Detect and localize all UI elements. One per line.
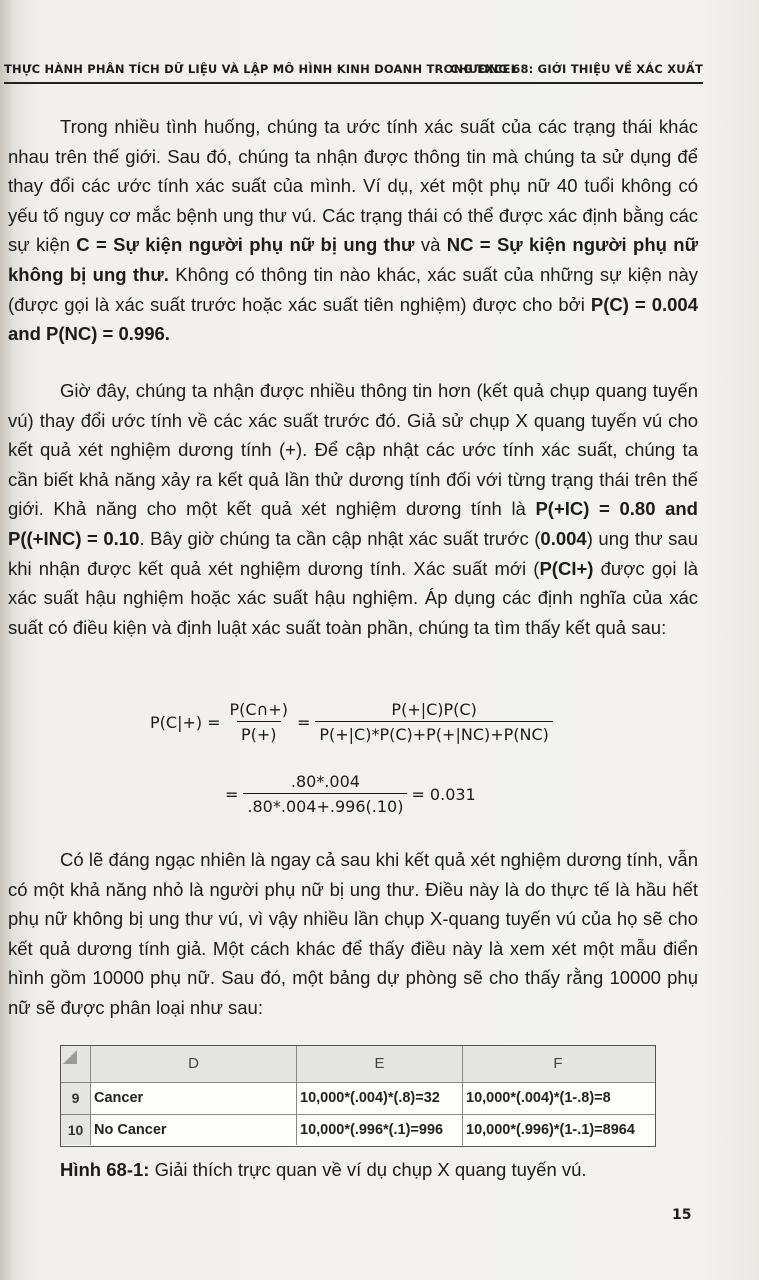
header-book-title: THỰC HÀNH PHÂN TÍCH DỮ LIỆU VÀ LẬP MÔ HÌNH KINH DOANH TRONG EXCEL: [4, 62, 519, 76]
bayes-formula-line-2: [220, 772, 476, 816]
fraction-3-numerator: .80*.004: [290, 772, 360, 791]
p2-text-2: . Bây giờ chúng ta cần cập nhật xác suất trước (: [139, 527, 541, 549]
excel-row-number: 9: [61, 1083, 91, 1114]
caption-label: Hình 68-1:: [60, 1159, 150, 1180]
formula-result: = 0.031: [411, 784, 476, 804]
p2-text-3: ) ung thư sau khi nhận được kết quả xét nghiệm dương tính. Xác suất mới (: [8, 527, 699, 579]
p2-text-1: Giờ đây, chúng ta nhận được nhiều thông tin hơn (kết quả chụp quang tuyến vú) thay đổi ước tính về các xác suất trước đó. Giả sử chụp X quang tuyến vú cho kết quả xét nghiệm dương tính (+). Để cập nhật các ước tính xác suất, chúng ta cần biết khả năng xảy ra kết quả lần thử dương tính đối với từng trạng thái trên thế giới. Khả năng cho một kết quả xét nghiệm dương tính là: [8, 380, 698, 520]
p2-bold-3: P(CI+): [539, 557, 594, 579]
paragraph-3: [8, 845, 698, 1023]
paragraph-2: [8, 376, 698, 642]
cell-formula-e: 10,000*(.996*(.1)=996: [297, 1115, 463, 1145]
figure-caption: [60, 1157, 587, 1183]
formula-eq-1: =: [207, 712, 221, 732]
excel-row-number: 10: [61, 1115, 91, 1145]
p1-bold-2: NC = Sự kiện người phụ nữ không bị ung thư.: [8, 234, 698, 285]
fraction-1-denominator: P(+): [237, 721, 281, 744]
formula-fraction-2: [315, 700, 553, 744]
formula-fraction-3: [243, 772, 407, 816]
formula-eq-3: =: [225, 784, 239, 804]
p1-bold-1: C = Sự kiện người phụ nữ bị ung thư: [76, 234, 415, 256]
fraction-2-denominator: P(+|C)*P(C)+P(+|NC)+P(NC): [315, 721, 553, 744]
p1-bold-4: and P(NC) = 0.996.: [8, 323, 170, 345]
p1-bold-3: P(C) = 0.004: [590, 293, 698, 315]
excel-select-all-corner: [61, 1046, 91, 1082]
p2-bold-2: 0.004: [540, 527, 587, 549]
page-number: 15: [672, 1207, 692, 1223]
formula-fraction-1: [226, 700, 292, 744]
excel-column-e: E: [297, 1046, 463, 1082]
p3-text-1: Có lẽ đáng ngạc nhiên là ngay cả sau khi kết quả xét nghiệm dương tính, vẫn có một khả năng nhỏ là người phụ nữ bị ung thư. Điều này là do thực tế là hầu hết phụ nữ không bị ung thư vú, vì vậy nhiều lần chụp X-quang tuyến vú của họ sẽ cho kết quả dương tính giả. Một cách khác để thấy điều này là xem xét một mẫu điển hình gồm 10000 phụ nữ. Sau đó, một bảng dự phòng sẽ cho thấy rằng 10000 phụ nữ sẽ được phân loại như sau:: [8, 849, 698, 1018]
p2-text-4: được gọi là xác suất hậu nghiệm hoặc xác suất hậu nghiệm. Áp dụng các định nghĩa của xác suất có điều kiện và định luật xác suất toàn phần, chúng ta tìm thấy kết quả sau:: [8, 557, 698, 638]
cell-formula-f: 10,000*(.004)*(1-.8)=8: [466, 1090, 611, 1106]
excel-column-d: D: [91, 1046, 297, 1082]
paragraph-1: [8, 112, 698, 349]
bayes-formula-line-1: [150, 700, 553, 744]
header-chapter-title: CHƯƠNG 68: GIỚI THIỆU VỀ XÁC XUẤT: [450, 62, 703, 76]
p2-bold-1: P(+IC) = 0.80 and P((+INC) = 0.10: [8, 498, 698, 549]
excel-column-header-row: [61, 1046, 655, 1083]
running-header: [4, 60, 703, 84]
excel-screenshot-table: [60, 1045, 656, 1147]
cell-label: No Cancer: [91, 1115, 297, 1145]
formula-lhs: P(C|+): [150, 712, 203, 732]
fraction-2-numerator: P(+|C)P(C): [391, 700, 477, 719]
formula-eq-2: =: [296, 712, 311, 732]
p1-text-2: và: [414, 234, 447, 256]
table-row: [61, 1115, 655, 1145]
table-row: [61, 1083, 655, 1115]
fraction-1-numerator: P(C∩+): [229, 700, 288, 719]
p1-text-3: Không có thông tin nào khác, xác suất của những sự kiện này (được gọi là xác suất trước hoặc xác suất tiên nghiệm) được cho bởi: [8, 263, 699, 315]
excel-column-f: F: [553, 1055, 563, 1072]
cell-formula-f: 10,000*(.996)*(1-.1)=8964: [466, 1122, 635, 1138]
cell-formula-e: 10,000*(.004)*(.8)=32: [297, 1083, 463, 1114]
caption-text: Giải thích trực quan về ví dụ chụp X quang tuyến vú.: [149, 1159, 587, 1180]
cell-label: Cancer: [91, 1083, 297, 1114]
fraction-3-denominator: .80*.004+.996(.10): [243, 793, 407, 816]
p1-text-1: Trong nhiều tình huống, chúng ta ước tính xác suất của các trạng thái khác nhau trên thế giới. Sau đó, chúng ta nhận được thông tin mà chúng ta sử dụng để thay đổi các ước tính xác suất của mình. Ví dụ, xét một phụ nữ 40 tuổi không có yếu tố nguy cơ mắc bệnh ung thư vú. Các trạng thái có thể được xác định bằng các sự kiện: [8, 116, 698, 256]
